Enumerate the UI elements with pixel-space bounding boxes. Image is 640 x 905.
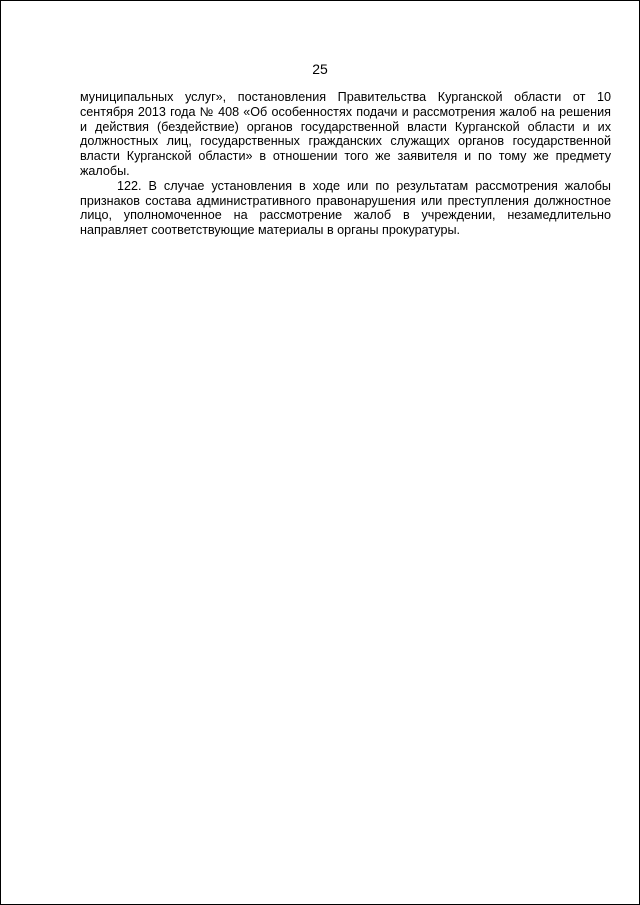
paragraph-continuation: муниципальных услуг», постановления Правительства Курганской области от 10 сентября 2013 года № 408 «Об особенностях подачи и рассмотрения жалоб на решения и действия (бездействие) органов государственной власти Курганской области и их должностных лиц, государственных гражданских служащих органов государственной власти Курганской области» в отношении того же заявителя и по тому же предмету жалобы.	[80, 90, 611, 178]
paragraph-122: 122. В случае установления в ходе или по результатам рассмотрения жалобы признаков состава административного правонарушения или преступления должностное лицо, уполномоченное на рассмотрение жалоб в учреждении, незамедлительно направляет соответствующие материалы в органы прокуратуры.	[80, 178, 611, 238]
document-body	[80, 90, 611, 238]
page-number: 25	[312, 61, 328, 77]
